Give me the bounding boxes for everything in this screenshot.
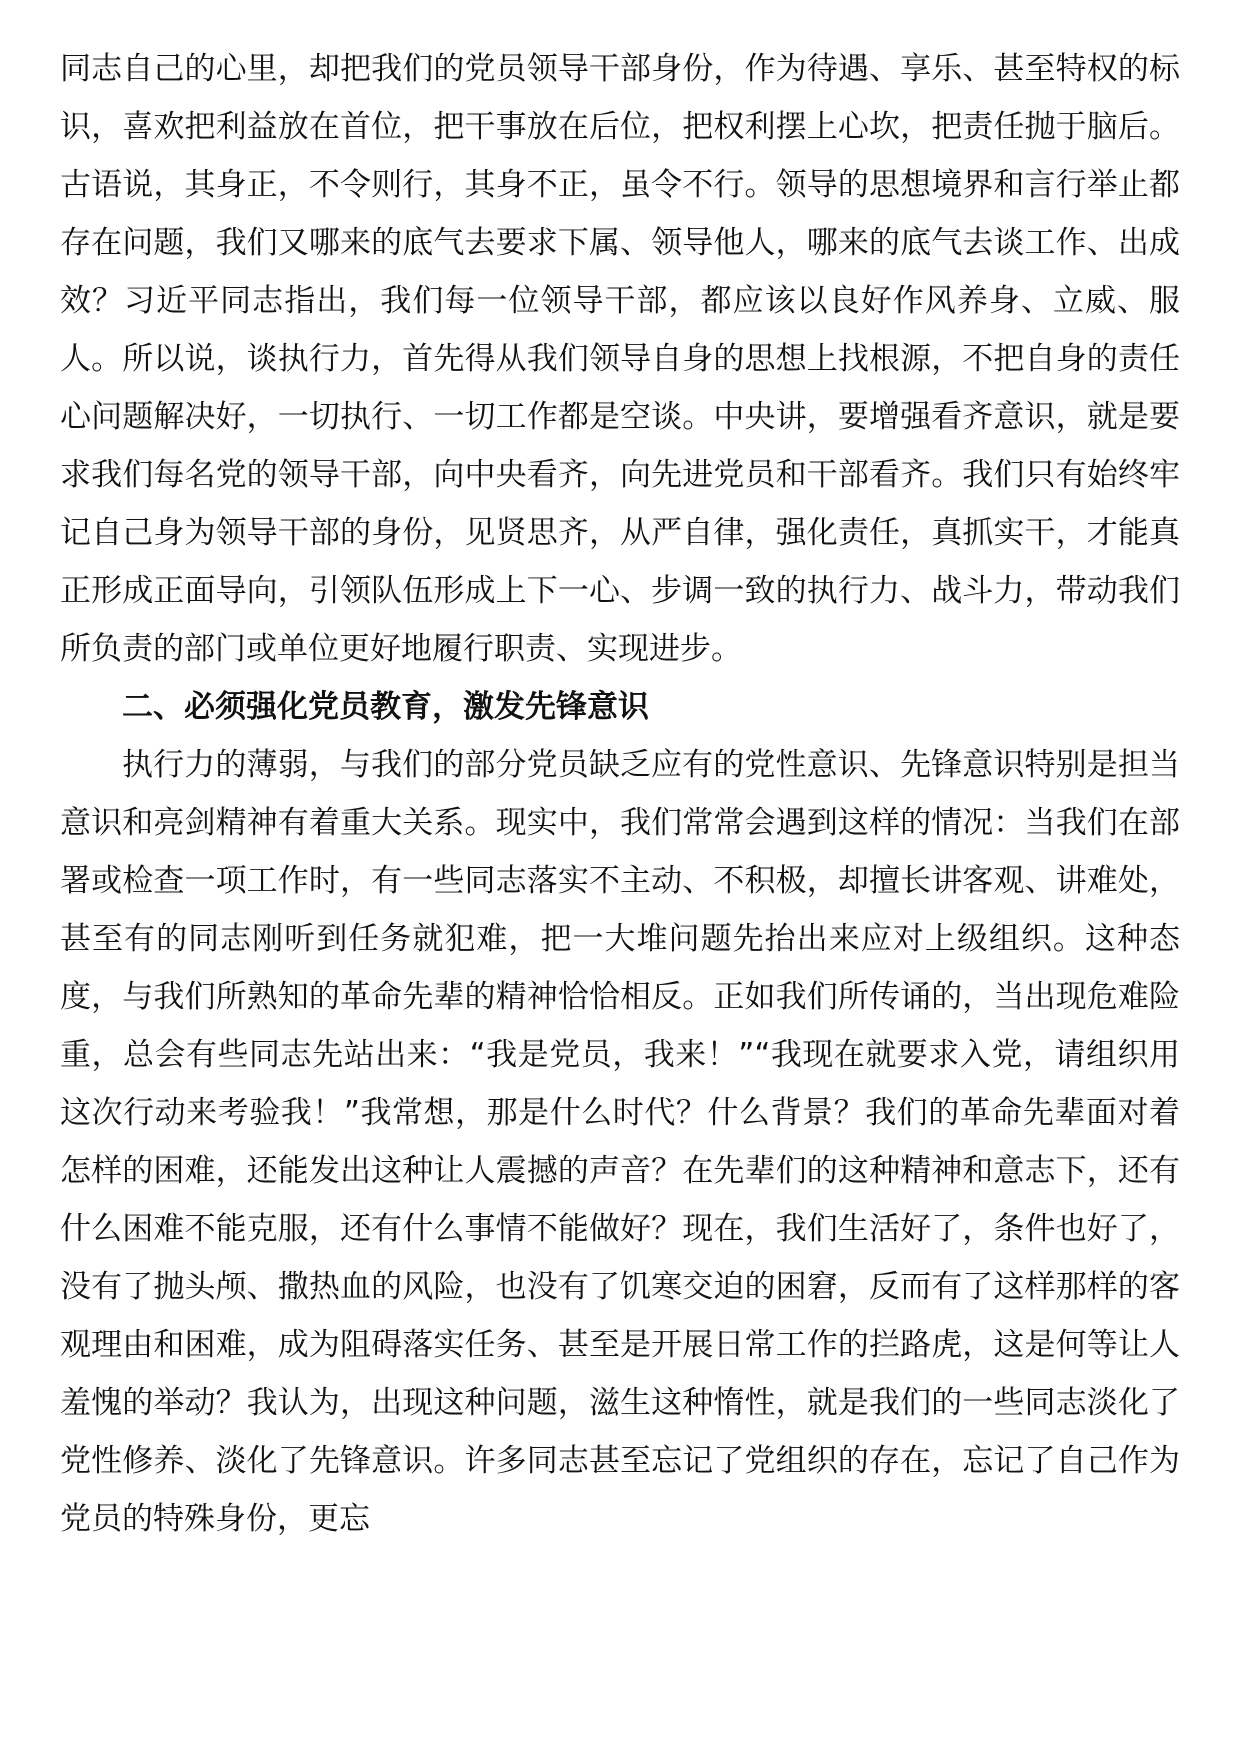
document-page [60, 40, 1180, 1548]
body-paragraph-continued: 同志自己的心里，却把我们的党员领导干部身份，作为待遇、享乐、甚至特权的标识，喜欢把利益放在首位，把干事放在后位，把权利摆上心坎，把责任抛于脑后。古语说，其身正，不令则行，其身不正，虽令不行。领导的思想境界和言行举止都存在问题，我们又哪来的底气去要求下属、领导他人，哪来的底气去谈工作、出成效？习近平同志指出，我们每一位领导干部，都应该以良好作风养身、立威、服人。所以说，谈执行力，首先得从我们领导自身的思想上找根源，不把自身的责任心问题解决好，一切执行、一切工作都是空谈。中央讲，要增强看齐意识，就是要求我们每名党的领导干部，向中央看齐，向先进党员和干部看齐。我们只有始终牢记自己身为领导干部的身份，见贤思齐，从严自律，强化责任，真抓实干，才能真正形成正面导向，引领队伍形成上下一心、步调一致的执行力、战斗力，带动我们所负责的部门或单位更好地履行职责、实现进步。 [60, 51, 1180, 667]
section-heading: 二、必须强化党员教育，激发先锋意识 [122, 689, 649, 725]
body-paragraph: 执行力的薄弱，与我们的部分党员缺乏应有的党性意识、先锋意识特别是担当意识和亮剑精神有着重大关系。现实中，我们常常会遇到这样的情况：当我们在部署或检查一项工作时，有一些同志落实不主动、不积极，却擅长讲客观、讲难处，甚至有的同志刚听到任务就犯难，把一大堆问题先抬出来应对上级组织。这种态度，与我们所熟知的革命先辈的精神恰恰相反。正如我们所传诵的，当出现危难险重，总会有些同志先站出来：“我是党员，我来！”“我现在就要求入党，请组织用这次行动来考验我！”我常想，那是什么时代？什么背景？我们的革命先辈面对着怎样的困难，还能发出这种让人震撼的声音？在先辈们的这种精神和意志下，还有什么困难不能克服，还有什么事情不能做好？现在，我们生活好了，条件也好了，没有了抛头颅、撒热血的风险，也没有了饥寒交迫的困窘，反而有了这样那样的客观理由和困难，成为阻碍落实任务、甚至是开展日常工作的拦路虎，这是何等让人羞愧的举动？我认为，出现这种问题，滋生这种惰性，就是我们的一些同志淡化了党性修养、淡化了先锋意识。许多同志甚至忘记了党组织的存在，忘记了自己作为党员的特殊身份，更忘 [60, 747, 1180, 1537]
